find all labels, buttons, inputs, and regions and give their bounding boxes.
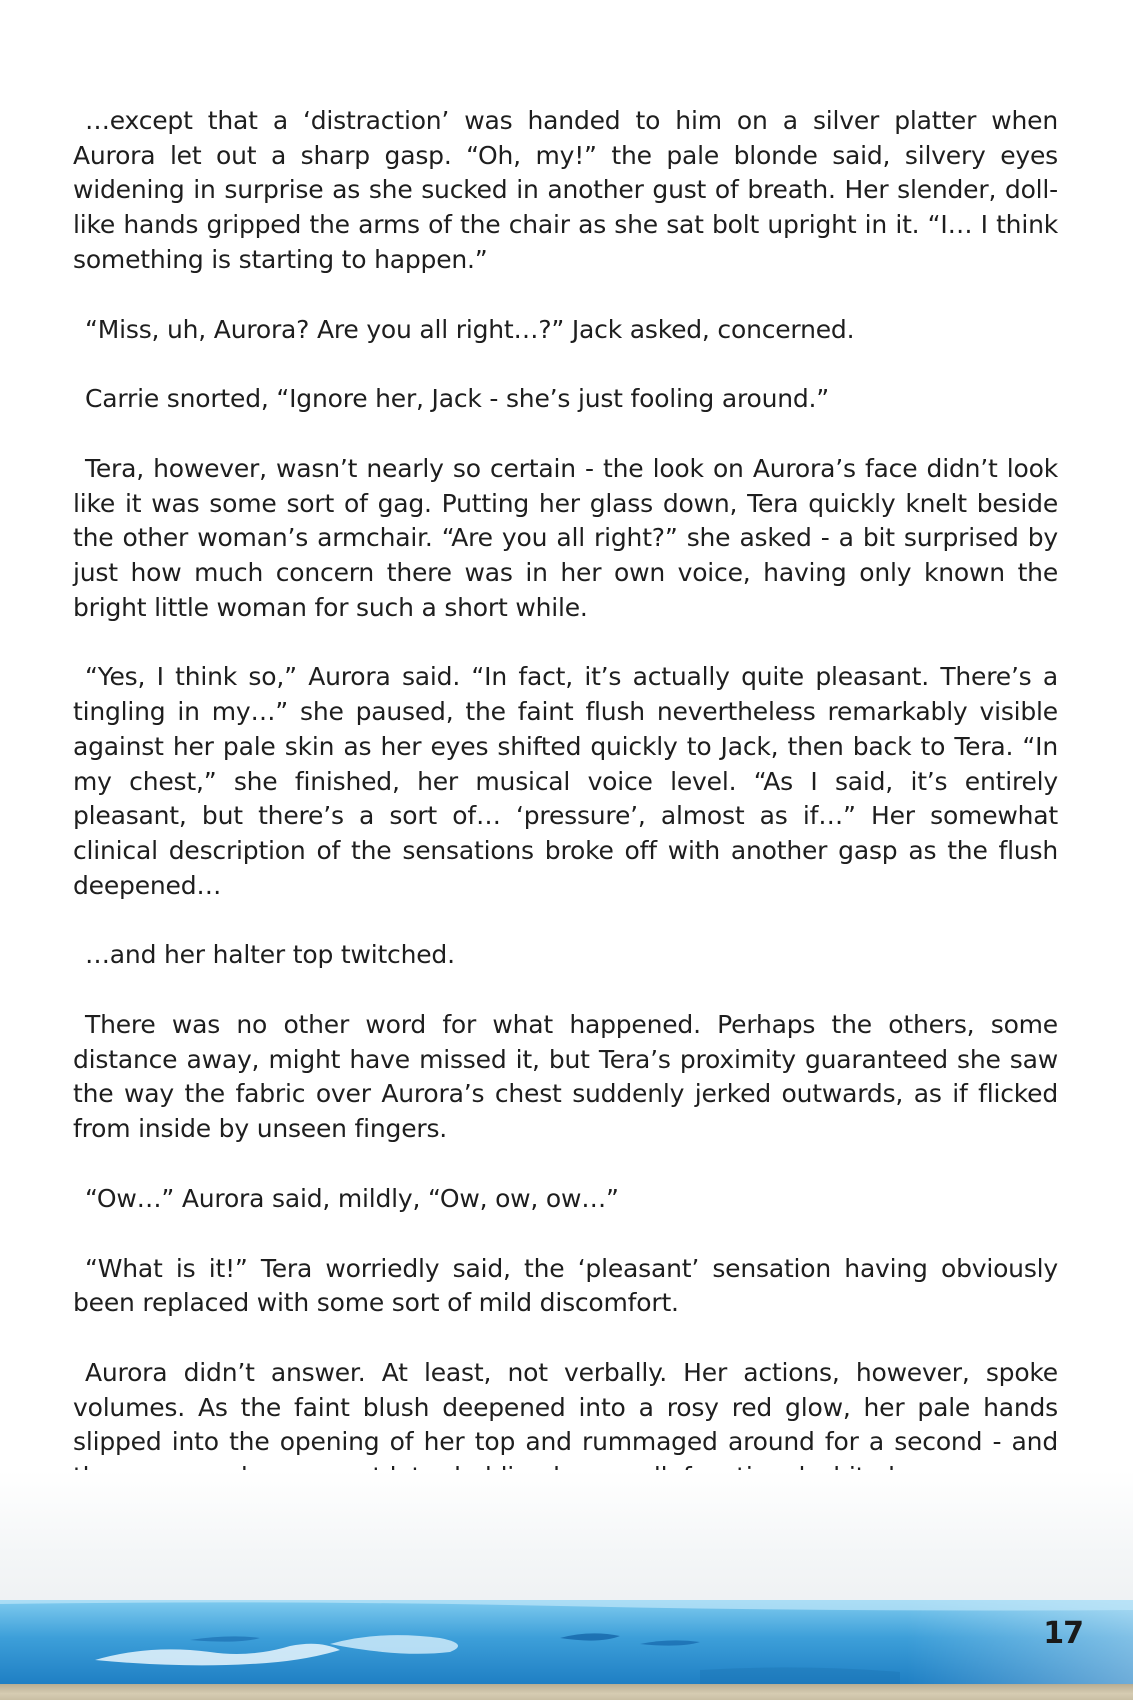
- footer-gold-strip: [0, 1684, 1133, 1700]
- paragraph-10: Aurora didn’t answer. At least, not verbally. Her actions, however, spoke volumes. As the faint blush deepened into a rosy red glow, her pale hands slipped into the opening of her top and rummaged around for a second - and: [73, 1357, 1058, 1457]
- footer-fade: [0, 1470, 1133, 1610]
- paragraph-7: There was no other word for what happened. Perhaps the others, some distance away, might have missed it, but Tera’s proximity guaranteed she saw the way the fabric over Aurora’s chest suddenly jerked outwards, as if flicked from inside by unseen fingers.: [73, 1010, 1058, 1144]
- paragraph-8: “Ow…” Aurora said, mildly, “Ow, ow, ow…”: [85, 1183, 619, 1213]
- paragraph-3: Carrie snorted, “Ignore her, Jack - she’s just fooling around.”: [85, 384, 830, 414]
- paragraph-5: “Yes, I think so,” Aurora said. “In fact, it’s actually quite pleasant. There’s a tingling in my…” she paused, the faint flush nevertheless remarkably visible against her pale skin as her eyes shifted quickly to Jack, then back to Tera. “In my chest,” she finished, her musical voice level. “As I said, it’s entirely pleasant, but there’s a sort of… ‘pressure’, almost as if…” Her somewhat clinical description of the sensations broke off with another gasp as the flush deepened…: [73, 662, 1058, 900]
- paragraph-6: …and her halter top twitched.: [85, 940, 455, 970]
- paragraph-2: “Miss, uh, Aurora? Are you all right…?” Jack asked, concerned.: [85, 314, 855, 344]
- body-text: [73, 104, 1058, 1530]
- water-footer-decoration: [0, 1600, 1133, 1684]
- paragraph-1: …except that a ‘distraction’ was handed to him on a silver platter when Aurora let out a sharp gasp. “Oh, my!” the pale blonde said, silvery eyes widening in surprise as she sucked in another gust of breath. Her slender, doll-like hands gripped the arms of the chair as she sat bolt upright in it. “I… I think something is starting to happen.”: [73, 106, 1058, 274]
- paragraph-4: Tera, however, wasn’t nearly so certain - the look on Aurora’s face didn’t look like it was some sort of gag. Putting her glass down, Tera quickly knelt beside the other woman’s armchair. “Are you all right?” she asked - a bit surprised by just how much concern there was in her own voice, having only known the bright little woman for such a short while.: [73, 453, 1058, 622]
- paragraph-9: “What is it!” Tera worriedly said, the ‘pleasant’ sensation having obviously been replaced with some sort of mild discomfort.: [73, 1253, 1058, 1318]
- page-number: 17: [1043, 1616, 1083, 1651]
